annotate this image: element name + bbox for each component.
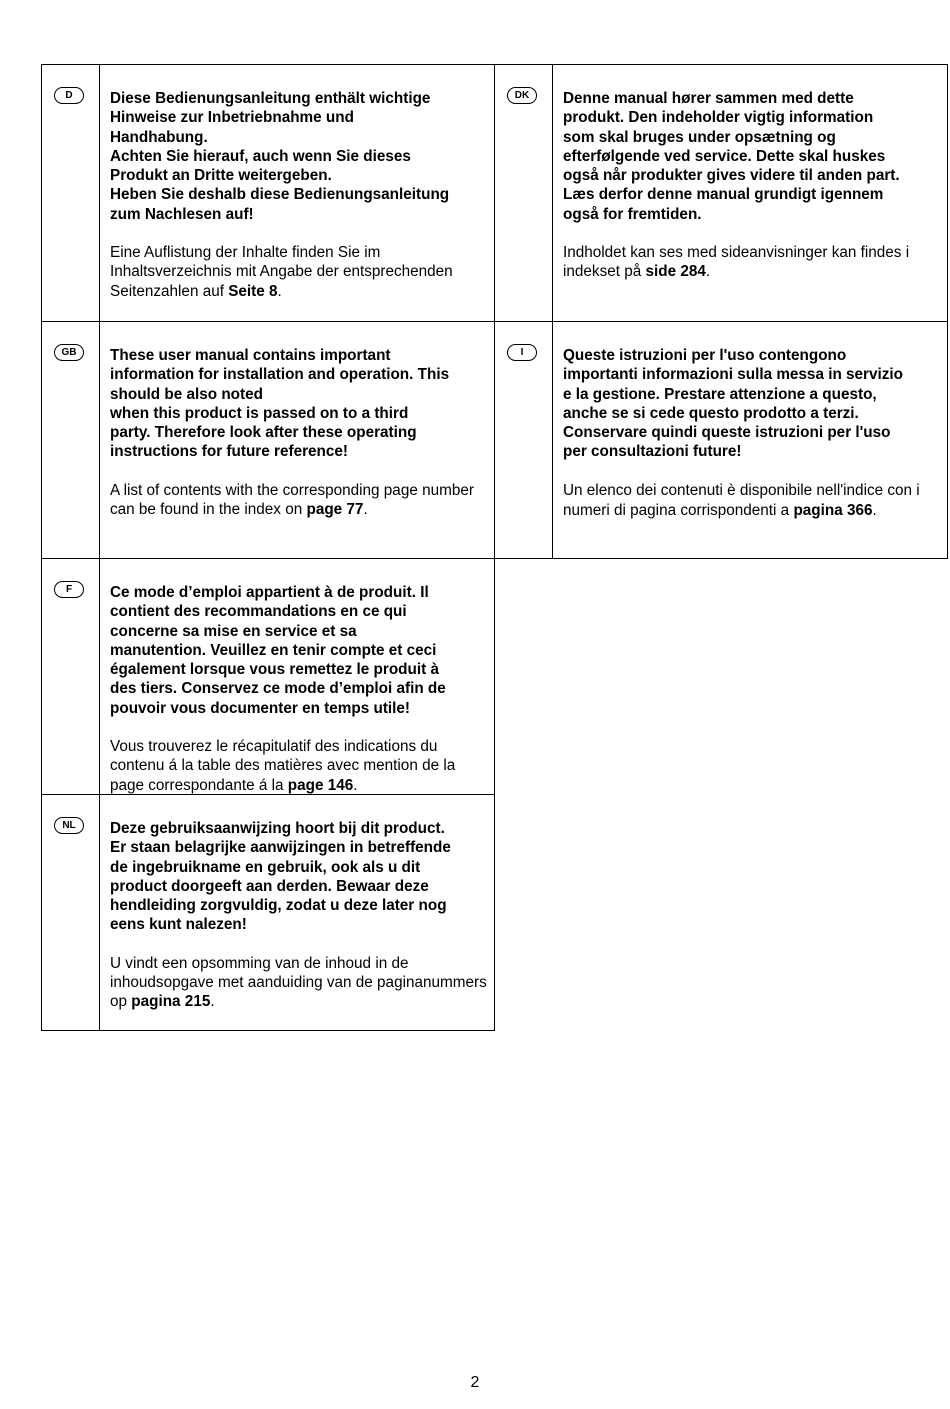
index-reference: A list of contents with the corresponding page number can be found in the index on page 77. bbox=[110, 481, 474, 519]
section-text bbox=[110, 89, 484, 301]
country-badge: NL bbox=[54, 817, 84, 834]
instructions-text: These user manual contains important information for installation and operation. This should be also noted when this product is passed on to a third party. Therefore look after these operating instructions for future reference! bbox=[110, 347, 450, 461]
flag-column bbox=[495, 322, 553, 558]
index-reference: Vous trouverez le récapitulatif des indications du contenu á la table des matières avec mention de la page correspondante á la page 146. bbox=[110, 738, 456, 794]
index-reference: U vindt een opsomming van de inhoud in de inhoudsopgave met aanduiding van de paginanummers op pagina 215. bbox=[110, 954, 487, 1011]
flag-column bbox=[42, 559, 100, 794]
country-badge: D bbox=[54, 87, 84, 104]
index-reference: Un elenco dei contenuti è disponibile nell'indice con i numeri di pagina corrispondenti a pagina 366. bbox=[563, 481, 920, 520]
index-reference: Eine Auflistung der Inhalte finden Sie im Inhaltsverzeichnis mit Angabe der entsprechenden Seitenzahlen auf Seite 8. bbox=[110, 244, 453, 300]
instructions-text: Ce mode d’emploi appartient à de produit. Il contient des recommandations en ce qui concerne sa mise en service et sa manutention. Veuillez en tenir compte et ceci également lorsque vous remettez le produit à des tiers. Conservez ce mode d’emploi afin de pouvoir vous documenter en temps utile! bbox=[110, 584, 446, 717]
index-reference: Indholdet kan ses med sideanvisninger kan findes i indekset på side 284. bbox=[563, 244, 910, 281]
section-text bbox=[563, 89, 945, 282]
page-reference: pagina 366 bbox=[793, 502, 873, 520]
section-it bbox=[494, 321, 948, 559]
section-de bbox=[41, 64, 495, 322]
country-badge: F bbox=[54, 581, 84, 598]
language-grid bbox=[41, 64, 948, 1031]
instructions-text: Denne manual hører sammen med dette produkt. Den indeholder vigtig information som skal bruges under opsætning og efterfølgende ved service. Dette skal huskes også når produkter gives videre til anden part. Læs derfor denne manual grundigt igennem også for fremtiden. bbox=[563, 90, 900, 223]
section-dk bbox=[494, 64, 948, 322]
section-fr bbox=[41, 558, 495, 795]
instructions-text: Queste istruzioni per l'uso contengono importanti informazioni sulla messa in servizio e la gestione. Prestare attenzione a questo, anche se si cede questo prodotto a terzi. Conservare quindi queste istruzioni per l'uso per consultazioni future! bbox=[563, 347, 904, 461]
section-nl bbox=[41, 794, 495, 1031]
country-badge: I bbox=[507, 344, 537, 361]
instructions-text: Diese Bedienungsanleitung enthält wichtige Hinweise zur Inbetriebnahme und Handhabung. Achten Sie hierauf, auch wenn Sie dieses Produkt an Dritte weitergeben. Heben Sie deshalb diese Bedienungsanleitung zum Nachlesen auf! bbox=[110, 90, 450, 223]
page-reference: pagina 215 bbox=[131, 993, 211, 1011]
page-number: 2 bbox=[470, 1374, 480, 1391]
country-badge: GB bbox=[54, 344, 84, 361]
page-reference: Seite 8 bbox=[228, 282, 278, 300]
section-text bbox=[563, 346, 945, 522]
section-text bbox=[110, 346, 484, 519]
section-text bbox=[110, 583, 490, 795]
flag-column bbox=[495, 65, 553, 321]
page-reference: page 146 bbox=[287, 776, 354, 794]
instructions-text: Deze gebruiksaanwijzing hoort bij dit product. Er staan belagrijke aanwijzingen in betreffende de ingebruikname en gebruik, ook als u dit product doorgeeft aan derden. Bewaar deze hendleiding zorgvuldig, zodat u deze later nog eens kunt nalezen! bbox=[110, 820, 451, 934]
flag-column bbox=[42, 65, 100, 321]
country-badge: DK bbox=[507, 87, 537, 104]
flag-column bbox=[42, 795, 100, 1030]
section-gb bbox=[41, 321, 495, 559]
section-text bbox=[110, 819, 492, 1012]
page-reference: side 284 bbox=[645, 263, 706, 281]
flag-column bbox=[42, 322, 100, 558]
page-reference: page 77 bbox=[306, 501, 364, 519]
